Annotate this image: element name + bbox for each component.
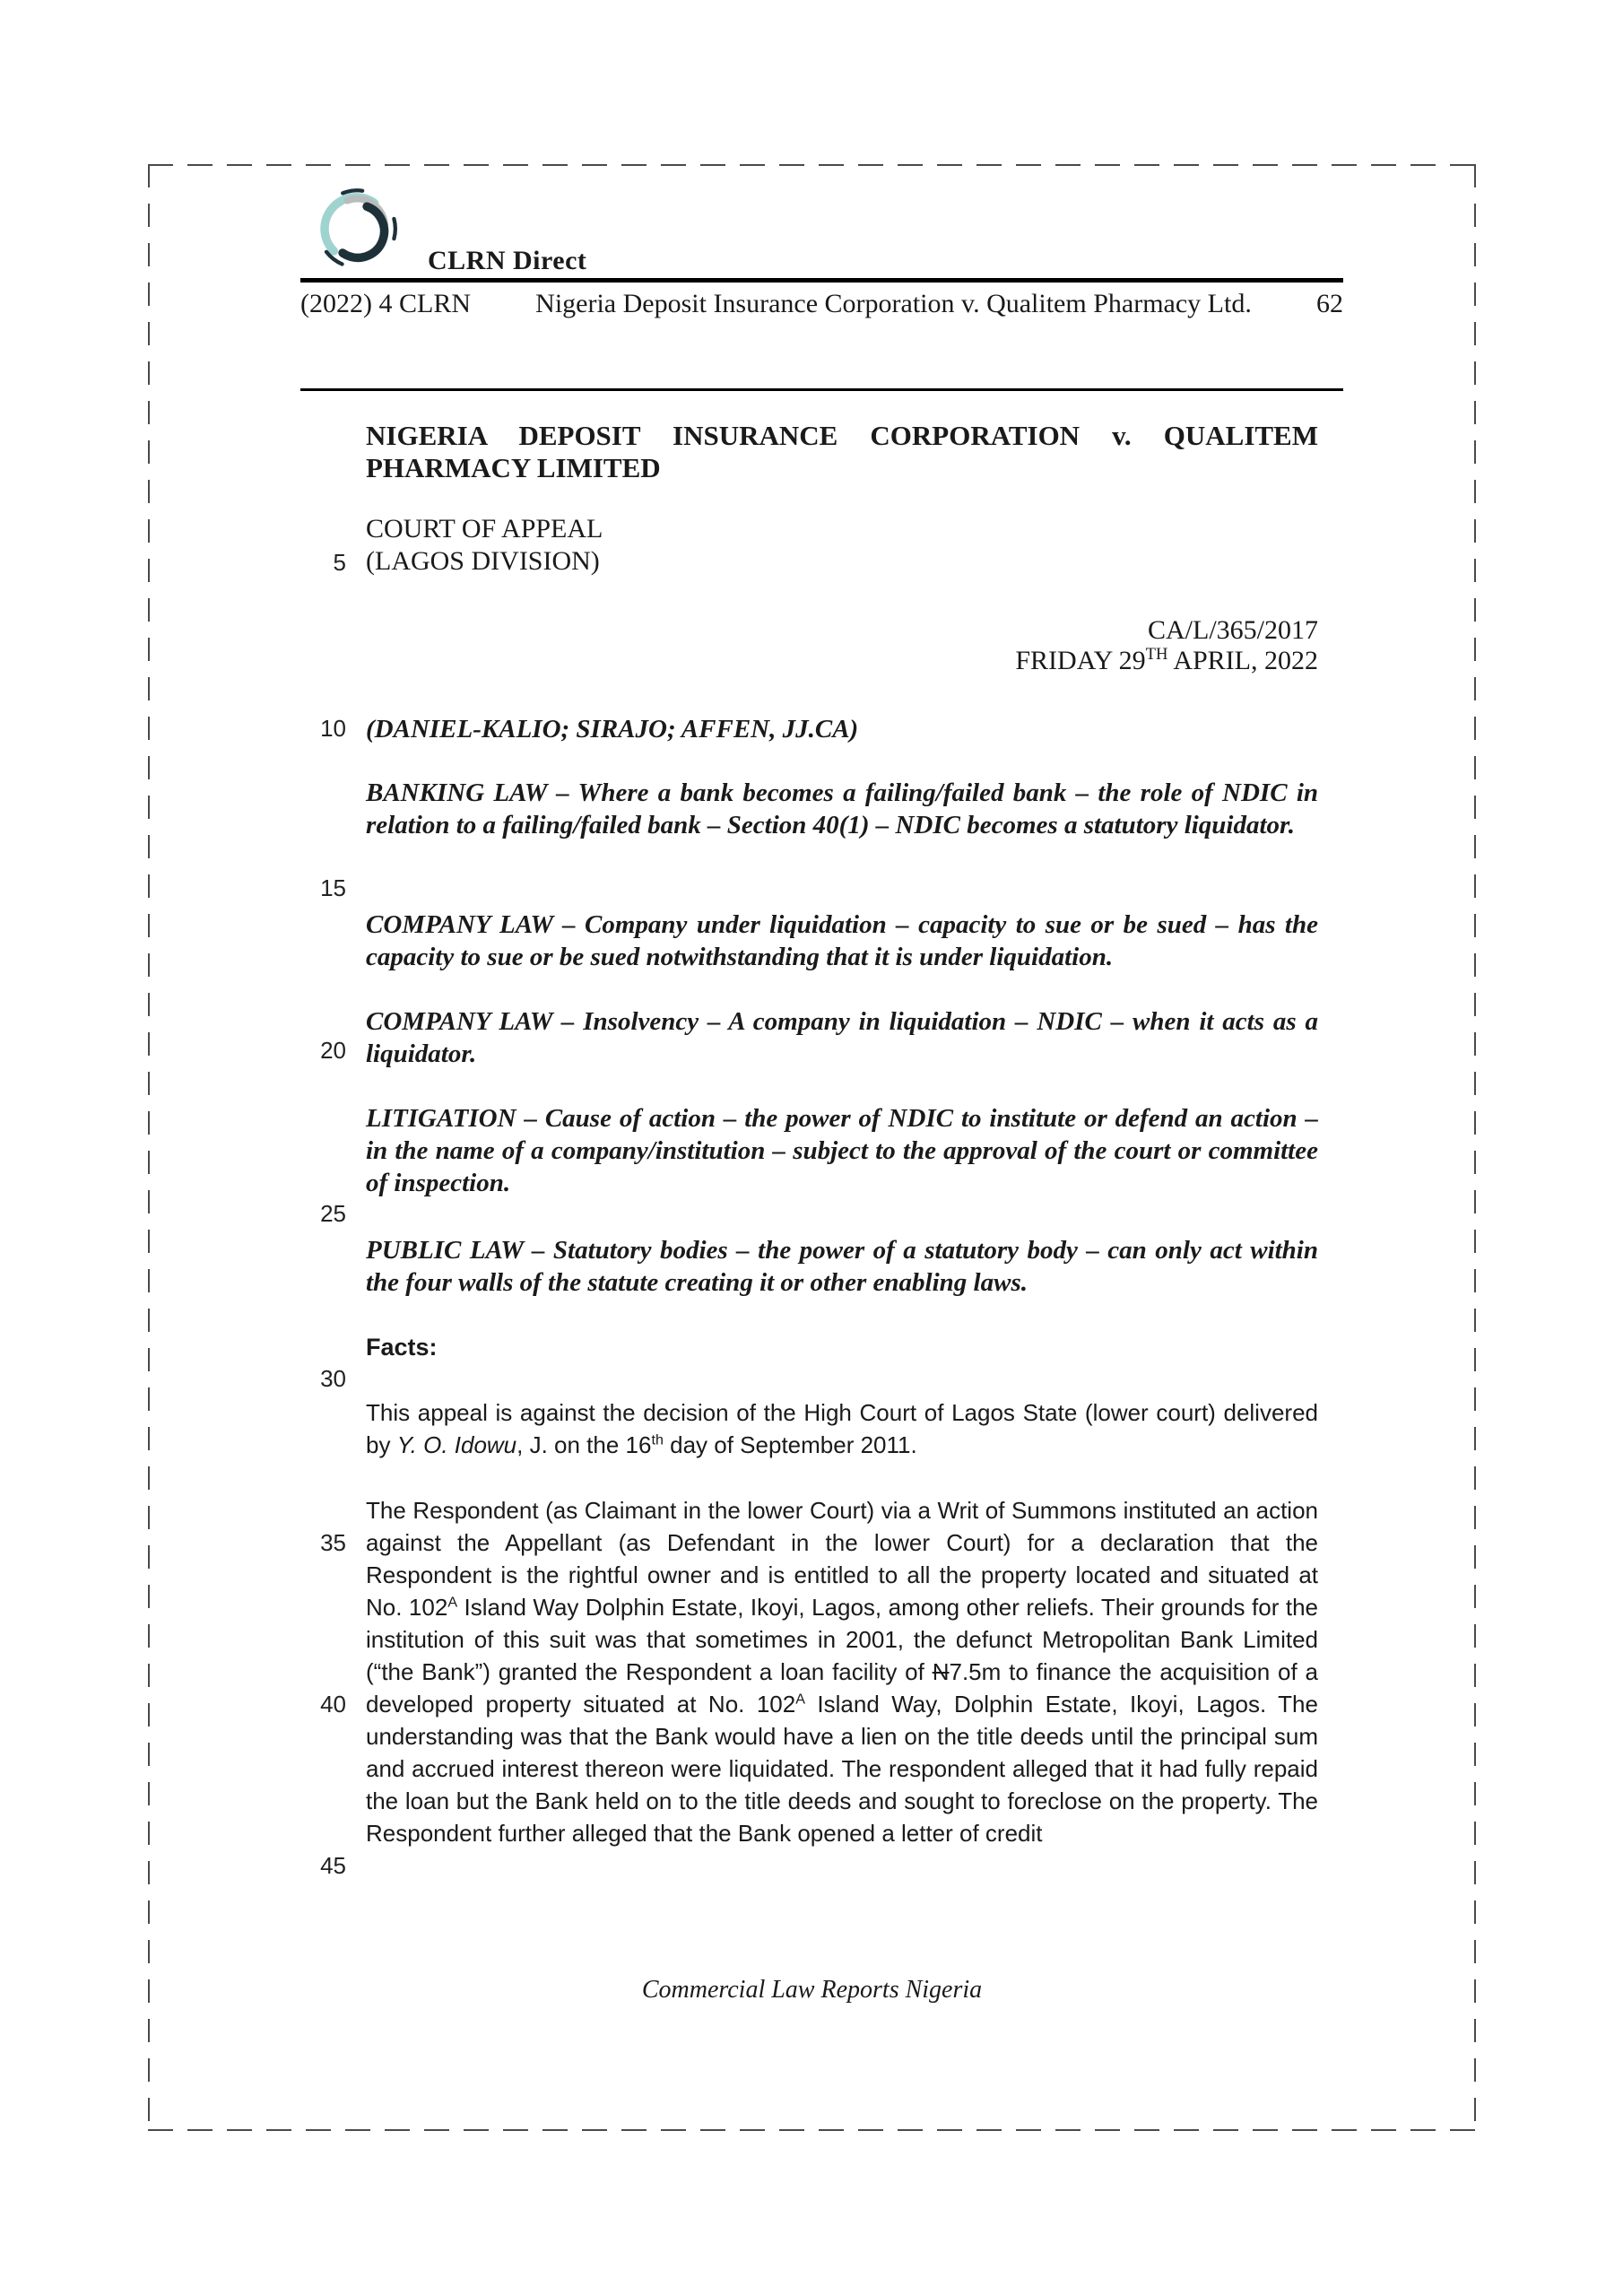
page-border-left <box>148 164 150 2131</box>
line-number-15: 15 <box>320 874 346 901</box>
clrn-swirl-logo-icon <box>308 184 410 275</box>
court-block <box>366 513 1318 578</box>
line-number-40: 40 <box>320 1691 346 1718</box>
suit-number: CA/L/365/2017 <box>1147 615 1318 645</box>
page-border-bottom <box>148 2129 1476 2131</box>
facts-heading: Facts: <box>366 1334 438 1361</box>
line-number-10: 10 <box>320 715 346 742</box>
court-name: COURT OF APPEAL <box>366 514 603 544</box>
title-rule <box>300 388 1343 391</box>
case-title: NIGERIA DEPOSIT INSURANCE CORPORATION v. QUALITEM PHARMACY LIMITED <box>366 420 1318 483</box>
header-rule <box>300 278 1343 283</box>
line-number-45: 45 <box>320 1852 346 1879</box>
report-footer: Commercial Law Reports Nigeria <box>641 1976 983 2004</box>
facts-paragraph-1: This appeal is against the decision of the High Court of Lagos State (lower court) delivered by Y. O. Idowu, J. on the 16th day of September 2011. <box>366 1399 1318 1458</box>
headnote-company-law-2: COMPANY LAW – Insolvency – A company in liquidation – NDIC – when it acts as a liquidator. <box>366 1007 1318 1068</box>
headnote-banking-law: BANKING LAW – Where a bank becomes a failing/failed bank – the role of NDIC in relation to a failing/failed bank – Section 40(1) – NDIC becomes a statutory liquidator. <box>366 778 1318 839</box>
line-number-5: 5 <box>333 549 346 576</box>
line-number-35: 35 <box>320 1529 346 1556</box>
headnote-company-law-1: COMPANY LAW – Company under liquidation – capacity to sue or be sued – has the capacity to sue or be sued notwithstanding that it is under liquidation. <box>366 910 1318 971</box>
citation-case-name: Nigeria Deposit Insurance Corporation v. Qualitem Pharmacy Ltd. <box>535 289 1252 318</box>
line-number-30: 30 <box>320 1365 346 1392</box>
court-division: (LAGOS DIVISION) <box>366 546 600 576</box>
page-border-right <box>1474 164 1476 2131</box>
citation-volume: (2022) 4 CLRN <box>300 289 471 318</box>
line-number-25: 25 <box>320 1200 346 1227</box>
case-number-block <box>366 615 1318 676</box>
headnote-public-law: PUBLIC LAW – Statutory bodies – the power of a statutory body – can only act within the four walls of the statute creating it or other enabling laws. <box>366 1236 1318 1297</box>
hearing-date: FRIDAY 29TH APRIL, 2022 <box>1015 645 1318 675</box>
brand-title: CLRN Direct <box>428 246 587 275</box>
judges-line: (DANIEL-KALIO; SIRAJO; AFFEN, JJ.CA) <box>366 715 859 744</box>
line-number-20: 20 <box>320 1037 346 1064</box>
citation-page-number: 62 <box>1315 289 1343 318</box>
report-citation <box>300 289 1343 319</box>
facts-paragraph-2: The Respondent (as Claimant in the lower Court) via a Writ of Summons instituted an action against the Appellant (as Defendant in the lower Court) for a declaration that the Respondent is the rightful owner and is entitled to all the property located and situated at No. $102^A$ Island Way Dolphin Estate, Ikoyi, Lagos, among other reliefs. Their grounds for the institution of this suit was that sometimes in 2001, the defunct Metropolitan Bank Limited (“the Bank”) granted the Respondent a loan facility of N7.5m to finance the acquisition of a developed property situated at No. $102^A$ Island Way, Dolphin Estate, Ikoyi, Lagos. The understanding was that the Bank would have a lien on the title deeds until the principal sum and accrued interest thereon were liquidated. The respondent alleged that it had fully repaid the loan but the Bank held on to the title deeds and sought to foreclose on the property. The Respondent further alleged that the Bank opened a letter of credit <box>366 1497 1318 1847</box>
headnote-litigation: LITIGATION – Cause of action – the power of NDIC to institute or defend an action – in the name of a company/institution – subject to the approval of the court or committee of inspection. <box>366 1104 1318 1197</box>
page-border-top <box>148 164 1476 166</box>
